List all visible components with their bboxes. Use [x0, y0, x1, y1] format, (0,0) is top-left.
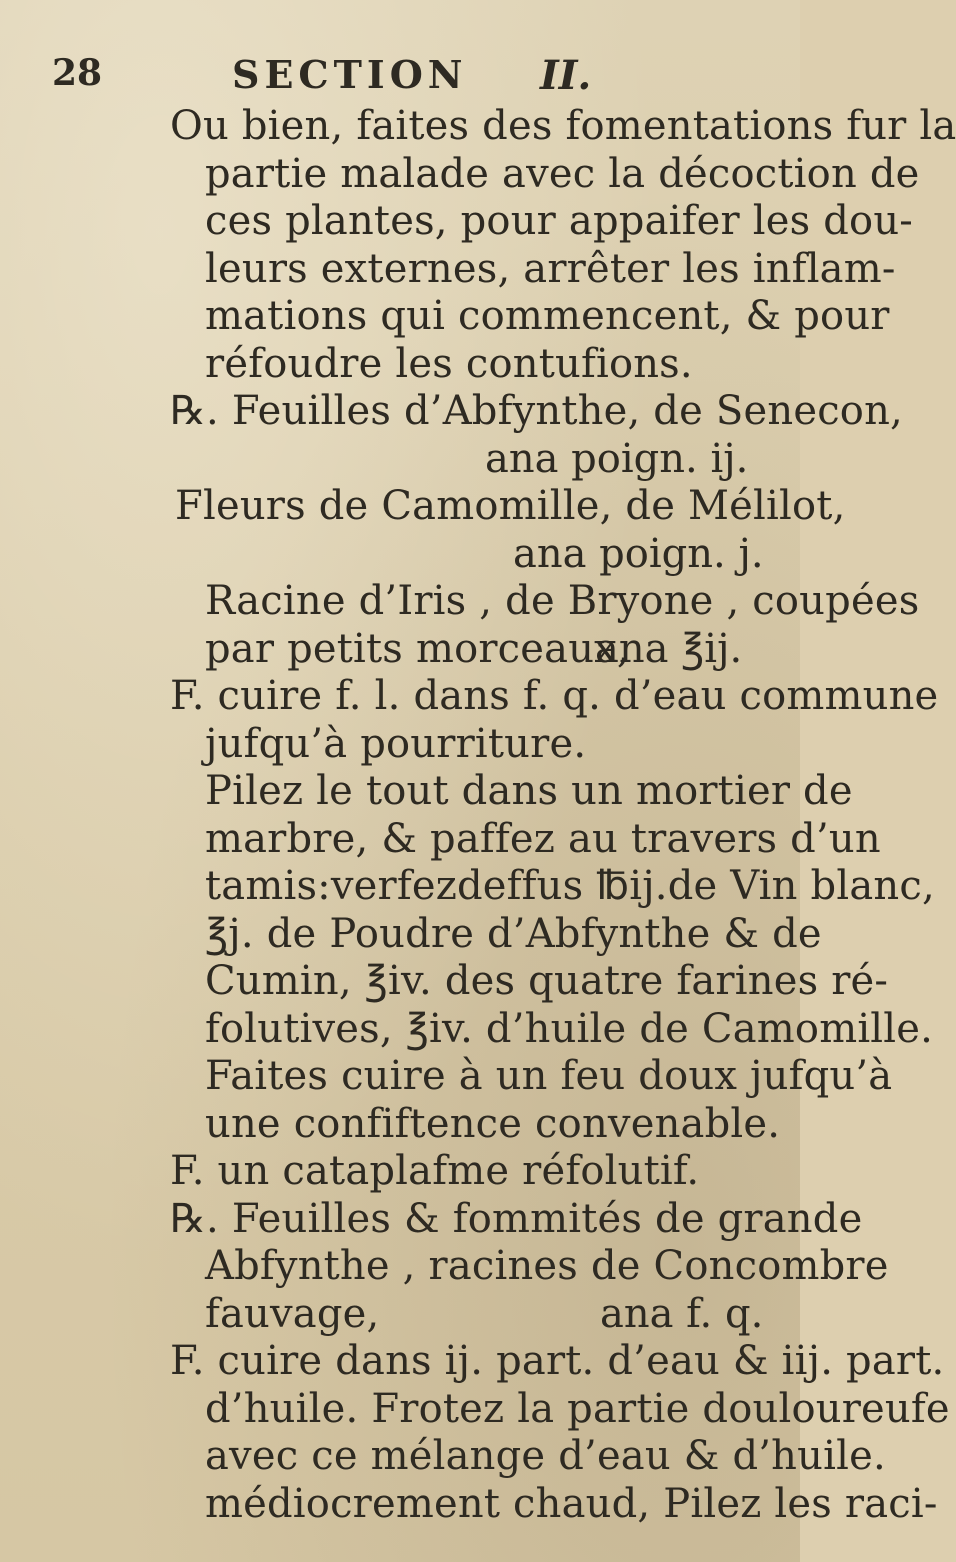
text-line: ces plantes, pour appaifer les dou-	[205, 198, 913, 244]
dosage-amount: ana f. q.	[600, 1290, 764, 1337]
dosage-amount: ana poign. j.	[513, 530, 764, 577]
text-line: F. cuire dans ij. part. d’eau & iij. part.	[170, 1338, 945, 1384]
text-line: Fleurs de Camomille, de Mélilot,	[175, 483, 846, 529]
text-line: ℥j. de Poudre d’Abfynthe & de	[205, 910, 822, 957]
text-line: Pilez le tout dans un mortier de	[205, 768, 853, 814]
section-number: II.	[540, 52, 592, 99]
text-line: réfoudre les contufions.	[205, 340, 693, 387]
text-line: une confiftence convenable.	[205, 1100, 781, 1147]
text-line: Cumin, ℥iv. des quatre farines ré-	[205, 958, 889, 1004]
text-line: Racine d’Iris , de Bryone , coupées	[205, 578, 920, 624]
text-line: F. un cataplafme réfolutif.	[170, 1148, 700, 1194]
dosage-amount: ana poign. ij.	[485, 435, 749, 482]
text-line: F. cuire f. l. dans f. q. d’eau commune	[170, 673, 939, 719]
text-line: Abfynthe , racines de Concombre	[205, 1243, 889, 1289]
running-header	[0, 52, 800, 100]
text-line: ℞. Feuilles & fommités de grande	[170, 1195, 863, 1242]
text-line: par petits morceaux,	[205, 625, 630, 672]
text-line: médiocrement chaud, Pilez les raci-	[205, 1480, 938, 1527]
text-line: d’huile. Frotez la partie douloureufe	[205, 1385, 950, 1432]
text-line: leurs externes, arrêter les inflam-	[205, 245, 896, 292]
text-line: Faites cuire à un feu doux jufqu’à	[205, 1053, 893, 1099]
text-line: folutives, ℥iv. d’huile de Camomille.	[205, 1005, 934, 1052]
text-line: marbre, & paffez au travers d’un	[205, 815, 881, 862]
text-line: ℞. Feuilles d’Abfynthe, de Senecon,	[170, 388, 903, 434]
section-title: SECTION	[232, 52, 468, 97]
text-line: Ou bien, faites des fomentations fur la	[170, 103, 956, 149]
dosage-amount: ana ℥ij.	[595, 625, 743, 672]
text-line: partie malade avec la décoction de	[205, 150, 920, 197]
text-line: mations qui commencent, & pour	[205, 293, 890, 339]
text-line: fauvage,	[205, 1290, 380, 1337]
text-line: avec ce mélange d’eau & d’huile.	[205, 1433, 886, 1479]
text-line: jufqu’à pourriture.	[205, 720, 587, 767]
page-number: 28	[52, 52, 103, 94]
text-line: tamis:verfezdeffus ℔ij.de Vin blanc,	[205, 863, 935, 909]
